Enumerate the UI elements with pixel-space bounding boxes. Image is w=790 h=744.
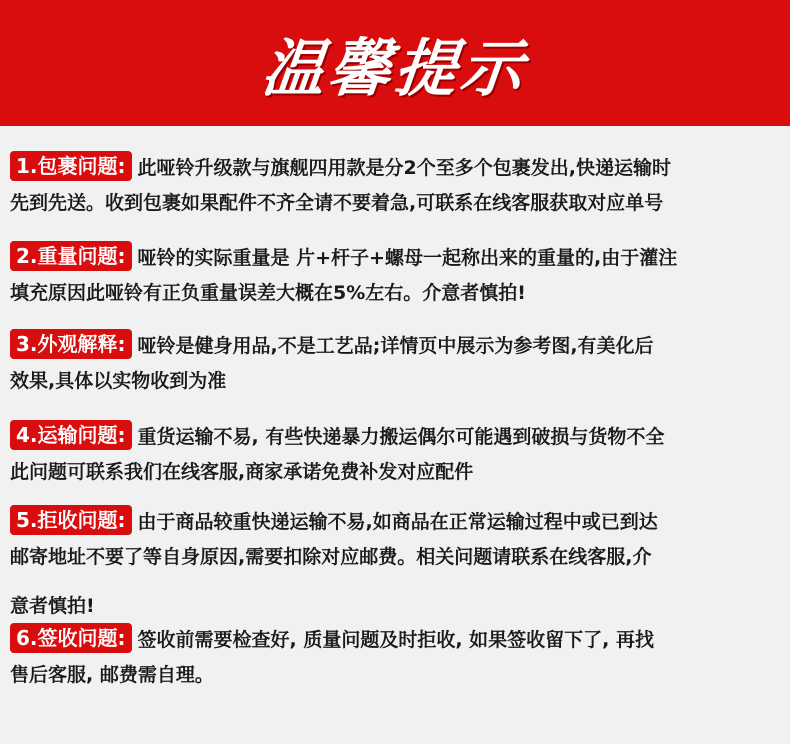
header-banner bbox=[0, 0, 790, 126]
notice-text: 哑铃是健身用品,不是工艺品;详情页中展示为参考图,有美化后 bbox=[137, 335, 654, 357]
notice-text: 售后客服, 邮费需自理。 bbox=[10, 664, 214, 686]
notice-tag: 6.签收问题: bbox=[10, 623, 132, 653]
notice-item-weight bbox=[10, 241, 785, 311]
notice-item-refusal bbox=[10, 505, 785, 624]
notice-text: 由于商品较重快递运输不易,如商品在正常运输过程中或已到达 bbox=[137, 511, 658, 533]
notice-text: 哑铃的实际重量是 片+杆子+螺母一起称出来的重量的,由于灌注 bbox=[137, 247, 678, 269]
notice-text: 效果,具体以实物收到为准 bbox=[10, 370, 227, 392]
notice-text: 意者慎拍! bbox=[10, 595, 95, 617]
notice-text: 重货运输不易, 有些快递暴力搬运偶尔可能遇到破损与货物不全 bbox=[137, 426, 665, 448]
notice-tag: 3.外观解释: bbox=[10, 329, 132, 359]
notice-text: 签收前需要检查好, 质量问题及时拒收, 如果签收留下了, 再找 bbox=[137, 629, 655, 651]
notice-item-package bbox=[10, 151, 785, 221]
notice-item-shipping bbox=[10, 420, 785, 490]
notice-text: 先到先送。收到包裹如果配件不齐全请不要着急,可联系在线客服获取对应单号 bbox=[10, 192, 664, 214]
notice-tag: 5.拒收问题: bbox=[10, 505, 132, 535]
notice-text: 填充原因此哑铃有正负重量误差大概在5%左右。介意者慎拍! bbox=[10, 282, 526, 304]
notice-tag: 2.重量问题: bbox=[10, 241, 132, 271]
notice-text: 此问题可联系我们在线客服,商家承诺免费补发对应配件 bbox=[10, 461, 474, 483]
page-title: 温馨提示 bbox=[258, 31, 531, 105]
notice-text: 邮寄地址不要了等自身原因,需要扣除对应邮费。相关问题请联系在线客服,介 bbox=[10, 546, 652, 568]
notice-tag: 4.运输问题: bbox=[10, 420, 132, 450]
notice-item-signing bbox=[10, 623, 785, 693]
notice-item-appearance bbox=[10, 329, 785, 399]
notice-text: 此哑铃升级款与旗舰四用款是分2个至多个包裹发出,快递运输时 bbox=[137, 157, 671, 179]
notice-tag: 1.包裹问题: bbox=[10, 151, 132, 181]
